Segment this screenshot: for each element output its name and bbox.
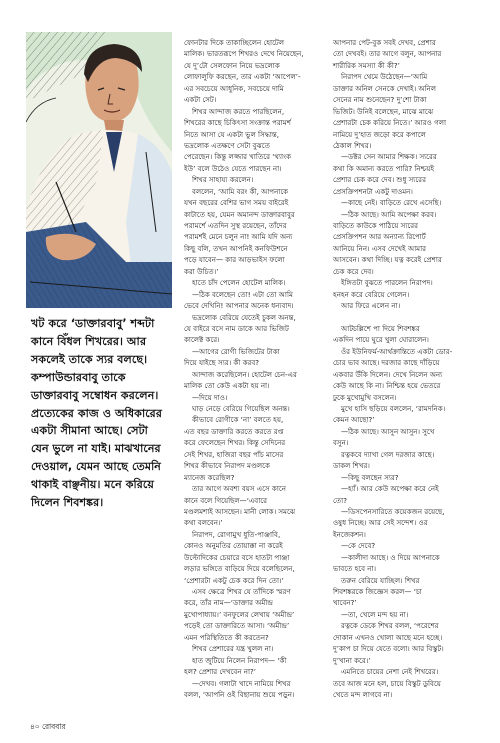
body-text-line: তো?	[333, 495, 347, 505]
body-text-line: মালিক। ভারতরূপে শিখরও দেখে নিয়েছেন,	[184, 49, 304, 59]
body-text-line: কীভাবে রোগীকে ‘না’ বলতে হয়,	[192, 415, 284, 425]
pull-quote-line: ডাক্তারবাবু সম্বোধন করলেন।	[31, 388, 159, 402]
pull-quote-line: সকলেই তাকে স্যর বলছে।	[31, 352, 148, 366]
body-text-line: কানে বলে গিয়েছিল—‘এবারে	[184, 495, 267, 505]
body-text-line: ইউ’ বলে উঠেও যেতে পারছেন না।	[184, 163, 282, 173]
pull-quote-line: দিলেন শিবশঙ্কর।	[31, 496, 104, 510]
body-text-line: দু’কাপ চা দিয়ে যেতে বলো। আর বিস্কুট।	[333, 644, 444, 654]
pull-quote-line: একটা সীমানা আছে। সেটা	[31, 424, 148, 438]
body-text-line: —কিছু বলছেন স্যর?	[341, 472, 399, 482]
body-text-line: ভদ্রলোক বেরিয়ে যেতেই চুকল অনন্ত,	[192, 312, 296, 322]
body-text-line: —কাছে নেই। বাড়িতে রেখে এসেছি।	[341, 198, 442, 208]
body-text-line: চোর ভাব আছে। দরজার কাছে দাঁড়িয়ে	[333, 358, 440, 368]
body-text-line: লোফালুফি করছেন, তার একটা ‘আপেল’-	[184, 72, 301, 82]
body-text-line: একটা সেট।	[184, 95, 217, 105]
body-text-line: ঘাড় নেড়ে বেরিয়ে গিয়েছিল অনন্ত।	[192, 404, 290, 413]
body-text-line: এত বছর ডাক্তারি করতে করতে রপ্ত	[184, 426, 284, 436]
text-column-2	[184, 37, 330, 700]
body-text-line: —কালীদা আছে। ও দিয়ে আপনাকে	[341, 552, 440, 562]
body-text-line: ঠেকাল শিখর।	[333, 140, 372, 150]
pull-quote-line: প্রত্যেকের কাজ ও অধিকারের	[31, 406, 162, 420]
illustration	[26, 32, 172, 308]
body-text-line: —হ্যাঁ। আর কেউ অপেক্ষা করে নেই	[341, 484, 439, 494]
body-text-line: দু’খানা করে।’	[333, 655, 371, 665]
body-text-line: যে বাইরে বসে নাম ডাকে আর ভিজিট	[184, 323, 289, 333]
body-text-line: একবার উঁকি দিলেন। দেখে নিলেন অন্য	[333, 369, 443, 379]
body-text-line: কেউ আছে কি না। নিশ্চিন্ত হয়ে ভেতরে	[333, 381, 441, 391]
body-text-line: —ঠিক আছে। আসুন আসুন। সুখে	[341, 426, 435, 436]
body-text-line: এমনিতে চায়ের নেশা নেই শিখরের।	[341, 667, 439, 677]
body-text-line: দিয়ে যাইছে স্যর। কী করব?	[184, 358, 260, 368]
body-text-line: করে, তাঁর নাম—‘ডাক্তার অমীন্দ্র	[184, 598, 273, 608]
body-text-line: সেনের নাম শুনেছেন? দু’শো টাকা	[333, 95, 427, 105]
pull-quote	[31, 315, 181, 512]
body-text-line: বসুন।	[333, 438, 349, 448]
body-text-line: আপনার পেট-বুক সবই দেখব, প্রেশার	[333, 38, 436, 47]
body-text-line: নিরাপদ, রোগামুখ ধুতি-পাঞ্জাবি,	[192, 529, 281, 539]
body-text-line: মালিক তো কেউ একটা হয় না।	[184, 381, 270, 391]
body-text-line: শিখরের কাছে চিকিৎসা সংক্রান্ত পরামর্শ	[184, 118, 291, 128]
pull-quote-line: দেওয়াল, যেমন আছে তেমনি	[31, 460, 161, 474]
body-text-line: —তা, খেলে মন্দ হয় না।	[341, 609, 409, 619]
pull-quote-line: খট করে ‘ডাক্তারবাবু’ শব্দটা	[31, 317, 155, 330]
body-text-line: খেতে মন্দ লাগবে না।	[333, 689, 393, 699]
body-text-line: করে ফেলেছেন শিখর। কিন্তু সেদিনের	[184, 438, 286, 448]
body-text-line: একদিন পায়ে ঘুরে খুলা ঘোরালেন।	[333, 335, 429, 345]
body-text-line: মুখোপাধ্যায়।’ বনফুলের লেখায় ‘অমীন্দ্র’	[184, 609, 295, 619]
body-text-line: আটচল্লিশে পা দিয়ে শিবশঙ্কর	[341, 323, 420, 333]
body-text-line: —ডক্টর সেন আমার শিক্ষক। স্যরের	[341, 152, 437, 162]
body-text-line: —ঠিক আছে। আমি অপেক্ষা করব।	[341, 209, 437, 219]
body-text-line: কথা বলবেন।’	[184, 518, 223, 528]
body-text-line: হনহন করে বেরিয়ে গেলেন।	[333, 289, 410, 299]
body-text-line: —দেখব। গলাটা খাদে নামিয়ে শিখর	[192, 678, 291, 688]
body-text-line: রত্নকবে দ্যাখা গেল দরজার কাছে।	[341, 449, 435, 459]
body-text-line: শিখর প্রেশারের যন্ত্র খুলল না।	[192, 644, 274, 654]
body-text-line: কালেক্ট করে।	[184, 335, 220, 345]
body-text-line: —ঠিক বলেছেন তো! এটা তো আমি	[192, 289, 293, 299]
body-text-line: পরামর্শই মেনে চলুন না! আমি যদি অন্য	[184, 232, 293, 242]
body-text-line: তার আগে অবশ্য বয়স এসে কানে	[192, 484, 286, 494]
body-text-line: নিরাপদ থেমে উঠেছেন—‘আমি	[341, 72, 428, 82]
body-text-line: শিখর আন্দাজ করতে পারছিলেন,	[192, 106, 285, 116]
body-text-line: কাটাতে হয়, যেমন অমানন্দ ডাক্তারবাবুর	[184, 209, 295, 219]
body-text-line: সেই শিখর, হাজিরা বছর পাঁচ মাসের	[184, 449, 284, 459]
body-text-line: প্রেসক্রিপশনটা একটু দাওমন।	[333, 186, 413, 196]
body-text-line: প্রেশার চেক করে দেব। শুধু স্যরের	[333, 175, 426, 185]
pull-quote-line: কানে বিঁধল শিখরের। আর	[31, 334, 147, 348]
text-column-3	[333, 37, 479, 700]
body-text-line: এমন পরিস্থিতিতে কী করতেন?	[184, 632, 269, 642]
body-text-line: লড়ার ভঙ্গিতে বাড়িয়ে দিয়ে বলেছিলেন,	[184, 564, 295, 574]
body-text-line: প্রেশারটা চেক করিয়ে নিতে।’ আরও গলা	[333, 118, 446, 128]
pull-quote-line: থাকাই বাঞ্ছনীয়। মনে করিয়ে	[31, 478, 154, 492]
body-text-line: যখন বছরের বেশির ভাগ সময় বাইরেই	[184, 198, 289, 208]
body-text-line: এর সবচেয়ে আধুনিক, সবচেয়ে দামি	[184, 83, 284, 93]
body-text-line: কিছু বলি, তখন আপনিই কনফিউশনে	[184, 243, 288, 253]
body-text-line: রত্নকে ডেকে শিখর বলল, ‘পরেশের	[341, 621, 439, 631]
body-text-line: চেক করে দেব।	[333, 266, 374, 276]
body-text-line: হাত জুটিয়ে নিলেন নিরাপদ— ‘কী	[192, 655, 287, 665]
pull-quote-line: যেন ভুলে না যাই। মাঝখানের	[31, 442, 161, 456]
body-text-line: এসব ক্ষেত্রে শিখর যে তাঁদিকে স্মরণ	[192, 587, 291, 596]
body-text-line: খাবেন?’	[333, 598, 357, 608]
body-text-line: ইনজেকশন।	[333, 529, 366, 539]
body-text-line: নিতে আসা যে একটা ভুল সিদ্ধান্ত,	[184, 129, 280, 139]
body-text-line: —আগের রোগী ভিজিটের টাকা	[192, 346, 280, 356]
body-text-line: আসবেন। কথা দিচ্ছি। যত্ন করেই প্রেশার	[333, 255, 442, 265]
body-text-line: ফোনটার দিকে তাকাচ্ছিলেন হোটেল	[184, 38, 285, 47]
body-text-line: তবে আজ মনে হল, চায়ে বিস্কুট ডুবিয়ে	[333, 678, 441, 688]
body-text-line: পেরেছেন। কিন্তু লজ্জার খাতিরে ‘থ্যাংক	[184, 152, 292, 162]
body-text-line: ভদ্রলোক এতক্ষণে সেটা বুঝতে	[184, 140, 270, 150]
body-text-line: ঢুকে মুখোমুখি বসলেন।	[333, 392, 397, 402]
body-text-line	[333, 312, 479, 323]
body-text-line: বাড়িতে কাউকে পাঠিয়ে স্যরের	[333, 221, 418, 230]
illustration-drawing	[26, 32, 172, 308]
body-text-line: ডাকল শিখর।	[333, 461, 370, 471]
body-text-line: ভেবে দেখিনি! আপনার অনেক ধন্যবাদ।	[184, 301, 294, 311]
body-text-line: করা উচিত।’	[184, 266, 219, 276]
body-text-line: বলল, ‘আপনি ওই বিছানায় শুয়ে পড়ুন।	[184, 689, 295, 699]
body-text-line: —ডিসপেনসারিতে কয়েকজন রয়েছে,	[341, 506, 445, 516]
body-text-line: প্রেসক্রিপশন আর অন্যান্য রিপোর্ট	[333, 232, 426, 242]
body-text-line: ম্যানেজ করেছিল?	[184, 472, 235, 482]
body-text-line: শারীরিক সমস্যা কী কী?’	[333, 60, 400, 70]
page-footer: ৪০ রোববার	[30, 722, 66, 731]
body-text-line: ওঁর ইউনিফর্ম-আর্থক্রান্তিতে একটা ডোর-	[341, 346, 453, 356]
body-text-line: আর ফিরে এলেন না।	[341, 301, 401, 311]
body-text-line: পড়ে যাবেন— কার আড়ভাইস ফলো	[184, 255, 285, 265]
body-text-line: আনিয়ে নিন। এসব দেখেই আমার	[333, 243, 427, 253]
body-text-line: শিখর সাহায্য করলেন।	[192, 175, 254, 185]
body-text-line: কেমন আছো?’	[333, 415, 375, 425]
body-text-line: ভিজিট। উনিই বলেছেন, মাঝে মাঝে	[333, 106, 434, 116]
body-text-line: আন্দাজ করেছিলেন। হোটেল চেন-এর	[192, 369, 297, 379]
body-text-line: উল্টোদিকের চেয়ারে বসে হাতটা পাঞ্জা	[184, 552, 290, 562]
body-text-line: শিবশঙ্করকে জিজ্ঞেস করল— ‘চা	[333, 587, 422, 596]
body-text-line: তো দেখবই। তার আগে বলুন, আপনার	[333, 49, 442, 59]
body-text-line: যে দু’টো সেলফোন নিয়ে ভদ্রলোক	[184, 60, 280, 70]
body-text-line: মুখে হাসি ছড়িয়ে বললেন, ‘রামদনিক।	[341, 404, 446, 413]
body-text-line: তরুন বেরিয়ে যাচ্ছিল। শিখর	[341, 575, 420, 585]
body-text-line: হল? প্রেশার দেখবেন না?’	[184, 667, 256, 677]
body-text-line: —দিয়ে দাও।	[192, 392, 228, 402]
body-text-line: ভাবতে হবে না।	[333, 564, 377, 574]
body-text-line: শিখর কীভাবে নিরাপদ মণ্ডলকে	[184, 461, 270, 471]
body-text-line: হাতে চাঁদ পেলেন হোটেল মালিক।	[192, 278, 286, 288]
body-text-line: ইঙ্গিতটা বুঝতে পারলেন নিরাপদ।	[341, 278, 433, 288]
body-text-line: নামিয়ে দু’হাত জড়ো করে কপালে	[333, 129, 426, 139]
body-text-line: মণ্ডলমশাই আসছেন। মানী লোক। সমঝে	[184, 506, 296, 516]
pull-quote-line: কম্পাউন্ডারবাবু তাকে	[31, 370, 126, 384]
body-text-line: ওষুধ নিচ্ছে। আর সেই সন্দেশ। ওর	[333, 518, 428, 528]
body-text-line: পড়েই তো ডাক্তারিতে আসা। ‘অমীন্দ্র’	[184, 621, 290, 631]
body-text-line: কোনও অনুমতির তোয়াক্কা না করেই	[184, 541, 283, 551]
body-text-line: কথা কি অমান্য করতে পারি? নিশ্চয়ই	[333, 163, 435, 173]
body-text-line: ডাক্তার অনিল সেনকে দেখাই। অনিল	[333, 83, 437, 93]
body-text-line: ‘প্রেশারটা একটু চেক করে দিন তো।’	[184, 575, 284, 585]
body-text-line: বললেন, ‘আমি বরং কী, আপনাকে	[192, 186, 289, 196]
body-text-line: —কে দেবে?	[341, 541, 376, 551]
body-text-line: দোকান এখনও খোলা আছে মনে হচ্ছে।	[333, 632, 443, 642]
body-text-line: পরামর্শে এতদিন সুস্থ রয়েছেন, তাঁদের	[184, 221, 287, 230]
